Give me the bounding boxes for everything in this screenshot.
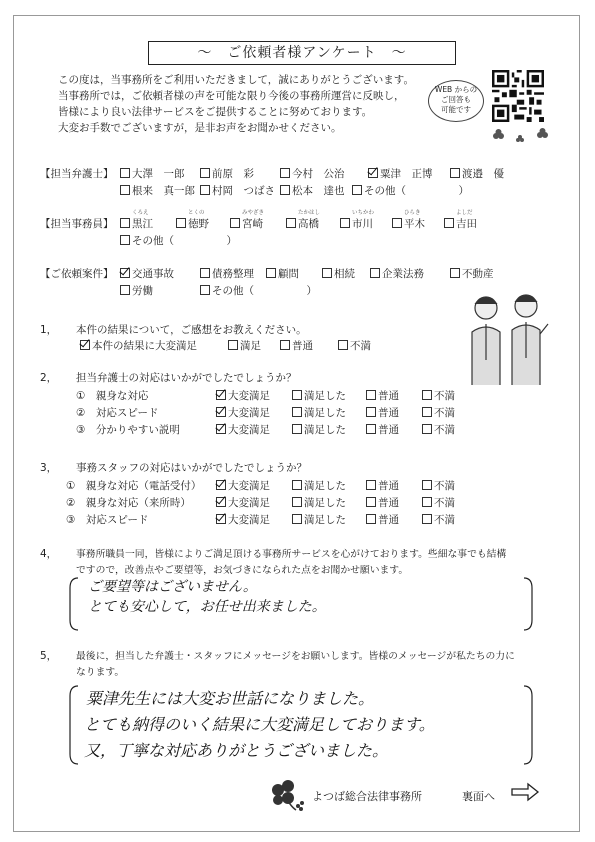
staff-label: 【担当事務員】 — [40, 218, 114, 230]
scale-label: 大変満足 — [228, 424, 270, 436]
checkbox[interactable] — [422, 480, 432, 490]
checkbox[interactable] — [292, 424, 302, 434]
q4-question-line: ですので，改善点やご要望等，お気づきになられた点をお聞かせ願います。 — [76, 565, 409, 576]
checkbox-checked[interactable] — [80, 340, 90, 350]
checkbox[interactable] — [366, 480, 376, 490]
scale-label: 普通 — [378, 424, 399, 436]
lawyer-option[interactable] — [200, 183, 275, 198]
staff-ruby: とくの — [188, 210, 205, 216]
staff-option[interactable] — [176, 210, 209, 231]
lawyer-name: 大澤 一郎 — [132, 168, 185, 180]
q2-item-label: ③ 分かりやすい説明 — [76, 424, 180, 436]
lawyer-name: 松本 達也 — [292, 185, 345, 197]
checkbox[interactable] — [322, 268, 332, 278]
lawyer-option[interactable] — [120, 166, 185, 181]
staff-name: その他（ ） — [132, 235, 237, 247]
q3-option[interactable] — [366, 512, 399, 527]
staff-name: 平木 — [404, 218, 425, 230]
q3-option[interactable] — [366, 495, 399, 510]
q1-option[interactable] — [280, 338, 313, 353]
staff-ruby: いちかわ — [352, 210, 375, 216]
q3-item-label: ③ 対応スピード — [66, 514, 149, 526]
intro-line: 大変お手数でございますが，是非お声をお聞かせください。 — [58, 122, 342, 134]
staff-option[interactable] — [120, 210, 153, 231]
scale-label: 普通 — [378, 480, 399, 492]
scale-label: 普通 — [378, 407, 399, 419]
staff-option[interactable] — [444, 210, 477, 231]
scale-label: 不満 — [434, 424, 455, 436]
q3-option[interactable] — [422, 512, 455, 527]
q5-question-line: 最後に，担当した弁護士・スタッフにメッセージをお願いします。皆様のメッセージが私たちの力に — [76, 651, 515, 662]
q3-item-label: ① 親身な対応（電話受付） — [66, 480, 202, 492]
q1-option-label: 本件の結果に大変満足 — [92, 340, 197, 352]
q2-option[interactable] — [292, 405, 346, 420]
qr-code-icon[interactable] — [492, 70, 544, 122]
scale-label: 不満 — [434, 480, 455, 492]
checkbox[interactable] — [200, 185, 210, 195]
q1-option-label: 普通 — [292, 340, 313, 352]
case-name: 債務整理 — [212, 268, 254, 280]
checkbox-checked[interactable] — [120, 268, 130, 278]
q4-handwritten-answer[interactable]: とても安心して，お任せ出来ました。 — [88, 599, 326, 615]
q1-option[interactable] — [80, 338, 197, 353]
q5-handwritten-answer[interactable]: とても納得のいく結果に大変満足しております。 — [84, 715, 435, 734]
scale-label: 満足した — [304, 407, 346, 419]
arrow-right-icon[interactable] — [510, 782, 540, 802]
checkbox[interactable] — [280, 168, 290, 178]
checkbox[interactable] — [200, 285, 210, 295]
checkbox[interactable] — [450, 268, 460, 278]
case-name: その他（ ） — [212, 285, 317, 297]
case-option[interactable] — [200, 283, 317, 298]
checkbox[interactable] — [120, 285, 130, 295]
staff-ruby: たかはし — [298, 210, 321, 216]
lawyer-option[interactable] — [280, 166, 345, 181]
clover-logo-icon — [266, 776, 306, 814]
checkbox[interactable] — [338, 340, 348, 350]
case-name: 交通事故 — [132, 268, 174, 280]
checkbox[interactable] — [228, 340, 238, 350]
staff-name: 黒江 — [132, 218, 153, 230]
q1-options — [80, 338, 460, 352]
intro-line: この度は，当事務所をご利用いただきまして，誠にありがとうございます。 — [58, 74, 414, 86]
scale-label: 普通 — [378, 514, 399, 526]
q2-option[interactable] — [216, 388, 270, 403]
lawyer-name: 渡邉 優 — [462, 168, 504, 180]
checkbox[interactable] — [230, 218, 240, 228]
case-name: 相続 — [334, 268, 355, 280]
staff-ruby: くろえ — [132, 210, 149, 216]
checkbox[interactable] — [392, 218, 402, 228]
staff-option[interactable] — [286, 210, 321, 231]
q5-number: 5， — [40, 650, 58, 662]
q2-item-row — [76, 388, 476, 402]
q2-item-row — [76, 422, 476, 436]
q2-option[interactable] — [366, 405, 399, 420]
checkbox[interactable] — [422, 424, 432, 434]
staff-option[interactable] — [392, 210, 425, 231]
case-label: 【ご依頼案件】 — [40, 268, 114, 280]
q2-option[interactable] — [422, 388, 455, 403]
q1-number: 1， — [40, 324, 58, 336]
q3-option[interactable] — [422, 495, 455, 510]
lawyer-option[interactable] — [450, 166, 504, 181]
case-option[interactable] — [450, 266, 494, 281]
clover-decoration-icon — [488, 126, 558, 148]
lawyer-option[interactable] — [120, 183, 195, 198]
checkbox-checked[interactable] — [216, 497, 226, 507]
q3-option[interactable] — [292, 512, 346, 527]
q1-option-label: 満足 — [240, 340, 261, 352]
q2-option[interactable] — [292, 388, 346, 403]
checkbox[interactable] — [176, 218, 186, 228]
scale-label: 普通 — [378, 497, 399, 509]
q5-question-line: なります。 — [76, 667, 125, 678]
staff-ruby: ひらき — [404, 210, 421, 216]
q3-option[interactable] — [216, 512, 270, 527]
checkbox[interactable] — [366, 407, 376, 417]
q3-option[interactable] — [292, 478, 346, 493]
q2-option[interactable] — [216, 422, 270, 437]
staff-ruby: よしだ — [456, 210, 473, 216]
case-name: 不動産 — [462, 268, 494, 280]
q3-item-row — [66, 512, 486, 526]
q3-option[interactable] — [216, 478, 270, 493]
q3-option[interactable] — [366, 478, 399, 493]
checkbox[interactable] — [366, 514, 376, 524]
case-option[interactable] — [120, 266, 174, 281]
case-option[interactable] — [370, 266, 424, 281]
q3-item-row — [66, 478, 486, 492]
staff-ruby: みやざき — [242, 210, 265, 216]
staff-name: 吉田 — [456, 218, 477, 230]
q2-number: 2， — [40, 372, 58, 384]
checkbox-checked[interactable] — [216, 424, 226, 434]
q1-option-label: 不満 — [350, 340, 371, 352]
scale-label: 大変満足 — [228, 390, 270, 402]
checkbox[interactable] — [200, 268, 210, 278]
checkbox[interactable] — [352, 185, 362, 195]
q2-item-label: ② 対応スピード — [76, 407, 159, 419]
checkbox-checked[interactable] — [368, 168, 378, 178]
q2-item-row — [76, 405, 476, 419]
q3-option[interactable] — [216, 495, 270, 510]
q2-option[interactable] — [216, 405, 270, 420]
checkbox[interactable] — [422, 390, 432, 400]
scale-label: 満足した — [304, 480, 346, 492]
lawyer-section — [40, 166, 560, 200]
q2-option[interactable] — [292, 422, 346, 437]
case-option[interactable] — [120, 283, 153, 298]
scale-label: 不満 — [434, 497, 455, 509]
checkbox[interactable] — [422, 514, 432, 524]
lawyers-illustration-icon — [462, 290, 552, 390]
checkbox[interactable] — [120, 168, 130, 178]
scale-label: 満足した — [304, 514, 346, 526]
checkbox[interactable] — [292, 497, 302, 507]
checkbox[interactable] — [266, 268, 276, 278]
q5-handwritten-answer[interactable]: 又，丁寧な対応ありがとうございました。 — [84, 741, 389, 760]
scale-label: 不満 — [434, 390, 455, 402]
checkbox[interactable] — [422, 407, 432, 417]
lawyer-name: 根来 真一郎 — [132, 185, 195, 197]
case-option[interactable] — [266, 266, 299, 281]
intro-text — [58, 72, 428, 136]
q2-question: 担当弁護士の対応はいかがでしたでしょうか？ — [76, 372, 297, 384]
q3-question: 事務スタッフの対応はいかがでしたでしょうか？ — [76, 462, 307, 474]
lawyer-name: 粟津 正博 — [380, 168, 433, 180]
q2-item-label: ① 親身な対応 — [76, 390, 149, 402]
scale-label: 大変満足 — [228, 480, 270, 492]
staff-section — [40, 210, 560, 250]
scale-label: 普通 — [378, 390, 399, 402]
checkbox[interactable] — [444, 218, 454, 228]
next-page-label[interactable]: 裏面へ — [462, 790, 495, 803]
scale-label: 大変満足 — [228, 514, 270, 526]
checkbox[interactable] — [422, 497, 432, 507]
web-note-line: 可能です — [441, 105, 471, 114]
intro-line: 当事務所では，ご依頼者様の声を可能な限り今後の事務所運営に反映し， — [58, 90, 405, 102]
staff-option[interactable] — [120, 233, 237, 248]
checkbox[interactable] — [370, 268, 380, 278]
lawyer-label: 【担当弁護士】 — [40, 168, 114, 180]
checkbox[interactable] — [292, 407, 302, 417]
page-title: ～ ご依頼者様アンケート ～ — [148, 41, 456, 65]
q1-question: 本件の結果について，ご感想をお教えください。 — [76, 324, 307, 336]
checkbox-checked[interactable] — [216, 480, 226, 490]
q4-question-line: 事務所職員一同，皆様によりご満足頂ける事務所サービスを心がけております。些細な事でも結構 — [76, 549, 507, 560]
staff-name: 宮崎 — [242, 218, 263, 230]
lawyer-option[interactable] — [200, 166, 254, 181]
q4-handwritten-answer[interactable]: ご要望等はございません。 — [88, 579, 257, 595]
checkbox[interactable] — [120, 218, 130, 228]
lawyer-name: その他（ ） — [364, 185, 469, 197]
case-option[interactable] — [200, 266, 254, 281]
scale-label: 満足した — [304, 424, 346, 436]
case-option[interactable] — [322, 266, 355, 281]
checkbox[interactable] — [280, 185, 290, 195]
checkbox[interactable] — [366, 497, 376, 507]
checkbox-checked[interactable] — [216, 514, 226, 524]
scale-label: 大変満足 — [228, 497, 270, 509]
lawyer-name: 今村 公治 — [292, 168, 345, 180]
lawyer-option[interactable] — [280, 183, 345, 198]
lawyer-name: 前原 彩 — [212, 168, 254, 180]
q2-option[interactable] — [422, 405, 455, 420]
scale-label: 不満 — [434, 407, 455, 419]
checkbox[interactable] — [450, 168, 460, 178]
case-name: 顧問 — [278, 268, 299, 280]
lawyer-option[interactable] — [352, 183, 469, 198]
web-note-line: WEB からの — [434, 85, 478, 94]
q3-item-label: ② 親身な対応（来所時） — [66, 497, 191, 509]
checkbox[interactable] — [120, 235, 130, 245]
lawyer-option[interactable] — [368, 166, 433, 181]
q2-option[interactable] — [422, 422, 455, 437]
checkbox[interactable] — [286, 218, 296, 228]
q1-option[interactable] — [338, 338, 371, 353]
lawyer-name: 村岡 つばさ — [212, 185, 275, 197]
q4-number: 4， — [40, 548, 58, 560]
web-answer-bubble — [428, 80, 484, 122]
checkbox[interactable] — [200, 168, 210, 178]
q3-number: 3， — [40, 462, 58, 474]
checkbox-checked[interactable] — [216, 407, 226, 417]
q1-option[interactable] — [228, 338, 261, 353]
scale-label: 不満 — [434, 514, 455, 526]
scale-label: 大変満足 — [228, 407, 270, 419]
checkbox[interactable] — [366, 424, 376, 434]
staff-name: 市川 — [352, 218, 373, 230]
staff-option[interactable] — [340, 210, 375, 231]
staff-name: 徳野 — [188, 218, 209, 230]
q2-option[interactable] — [366, 388, 399, 403]
checkbox[interactable] — [292, 514, 302, 524]
q2-option[interactable] — [366, 422, 399, 437]
staff-name: 高橋 — [298, 218, 319, 230]
q3-option[interactable] — [292, 495, 346, 510]
web-note-line: ご回答も — [441, 95, 471, 104]
q5-handwritten-answer[interactable]: 粟津先生には大変お世話になりました。 — [86, 689, 375, 708]
q3-item-row — [66, 495, 486, 509]
checkbox-checked[interactable] — [216, 390, 226, 400]
q3-option[interactable] — [422, 478, 455, 493]
case-name: 企業法務 — [382, 268, 424, 280]
scale-label: 満足した — [304, 497, 346, 509]
checkbox[interactable] — [366, 390, 376, 400]
checkbox[interactable] — [340, 218, 350, 228]
staff-option[interactable] — [230, 210, 265, 231]
scale-label: 満足した — [304, 390, 346, 402]
intro-line: 皆様により良い法律サービスをご提供することに努めております。 — [58, 106, 373, 118]
checkbox[interactable] — [120, 185, 130, 195]
checkbox[interactable] — [292, 390, 302, 400]
case-name: 労働 — [132, 285, 153, 297]
checkbox[interactable] — [292, 480, 302, 490]
checkbox[interactable] — [280, 340, 290, 350]
office-name: よつば総合法律事務所 — [312, 790, 422, 803]
